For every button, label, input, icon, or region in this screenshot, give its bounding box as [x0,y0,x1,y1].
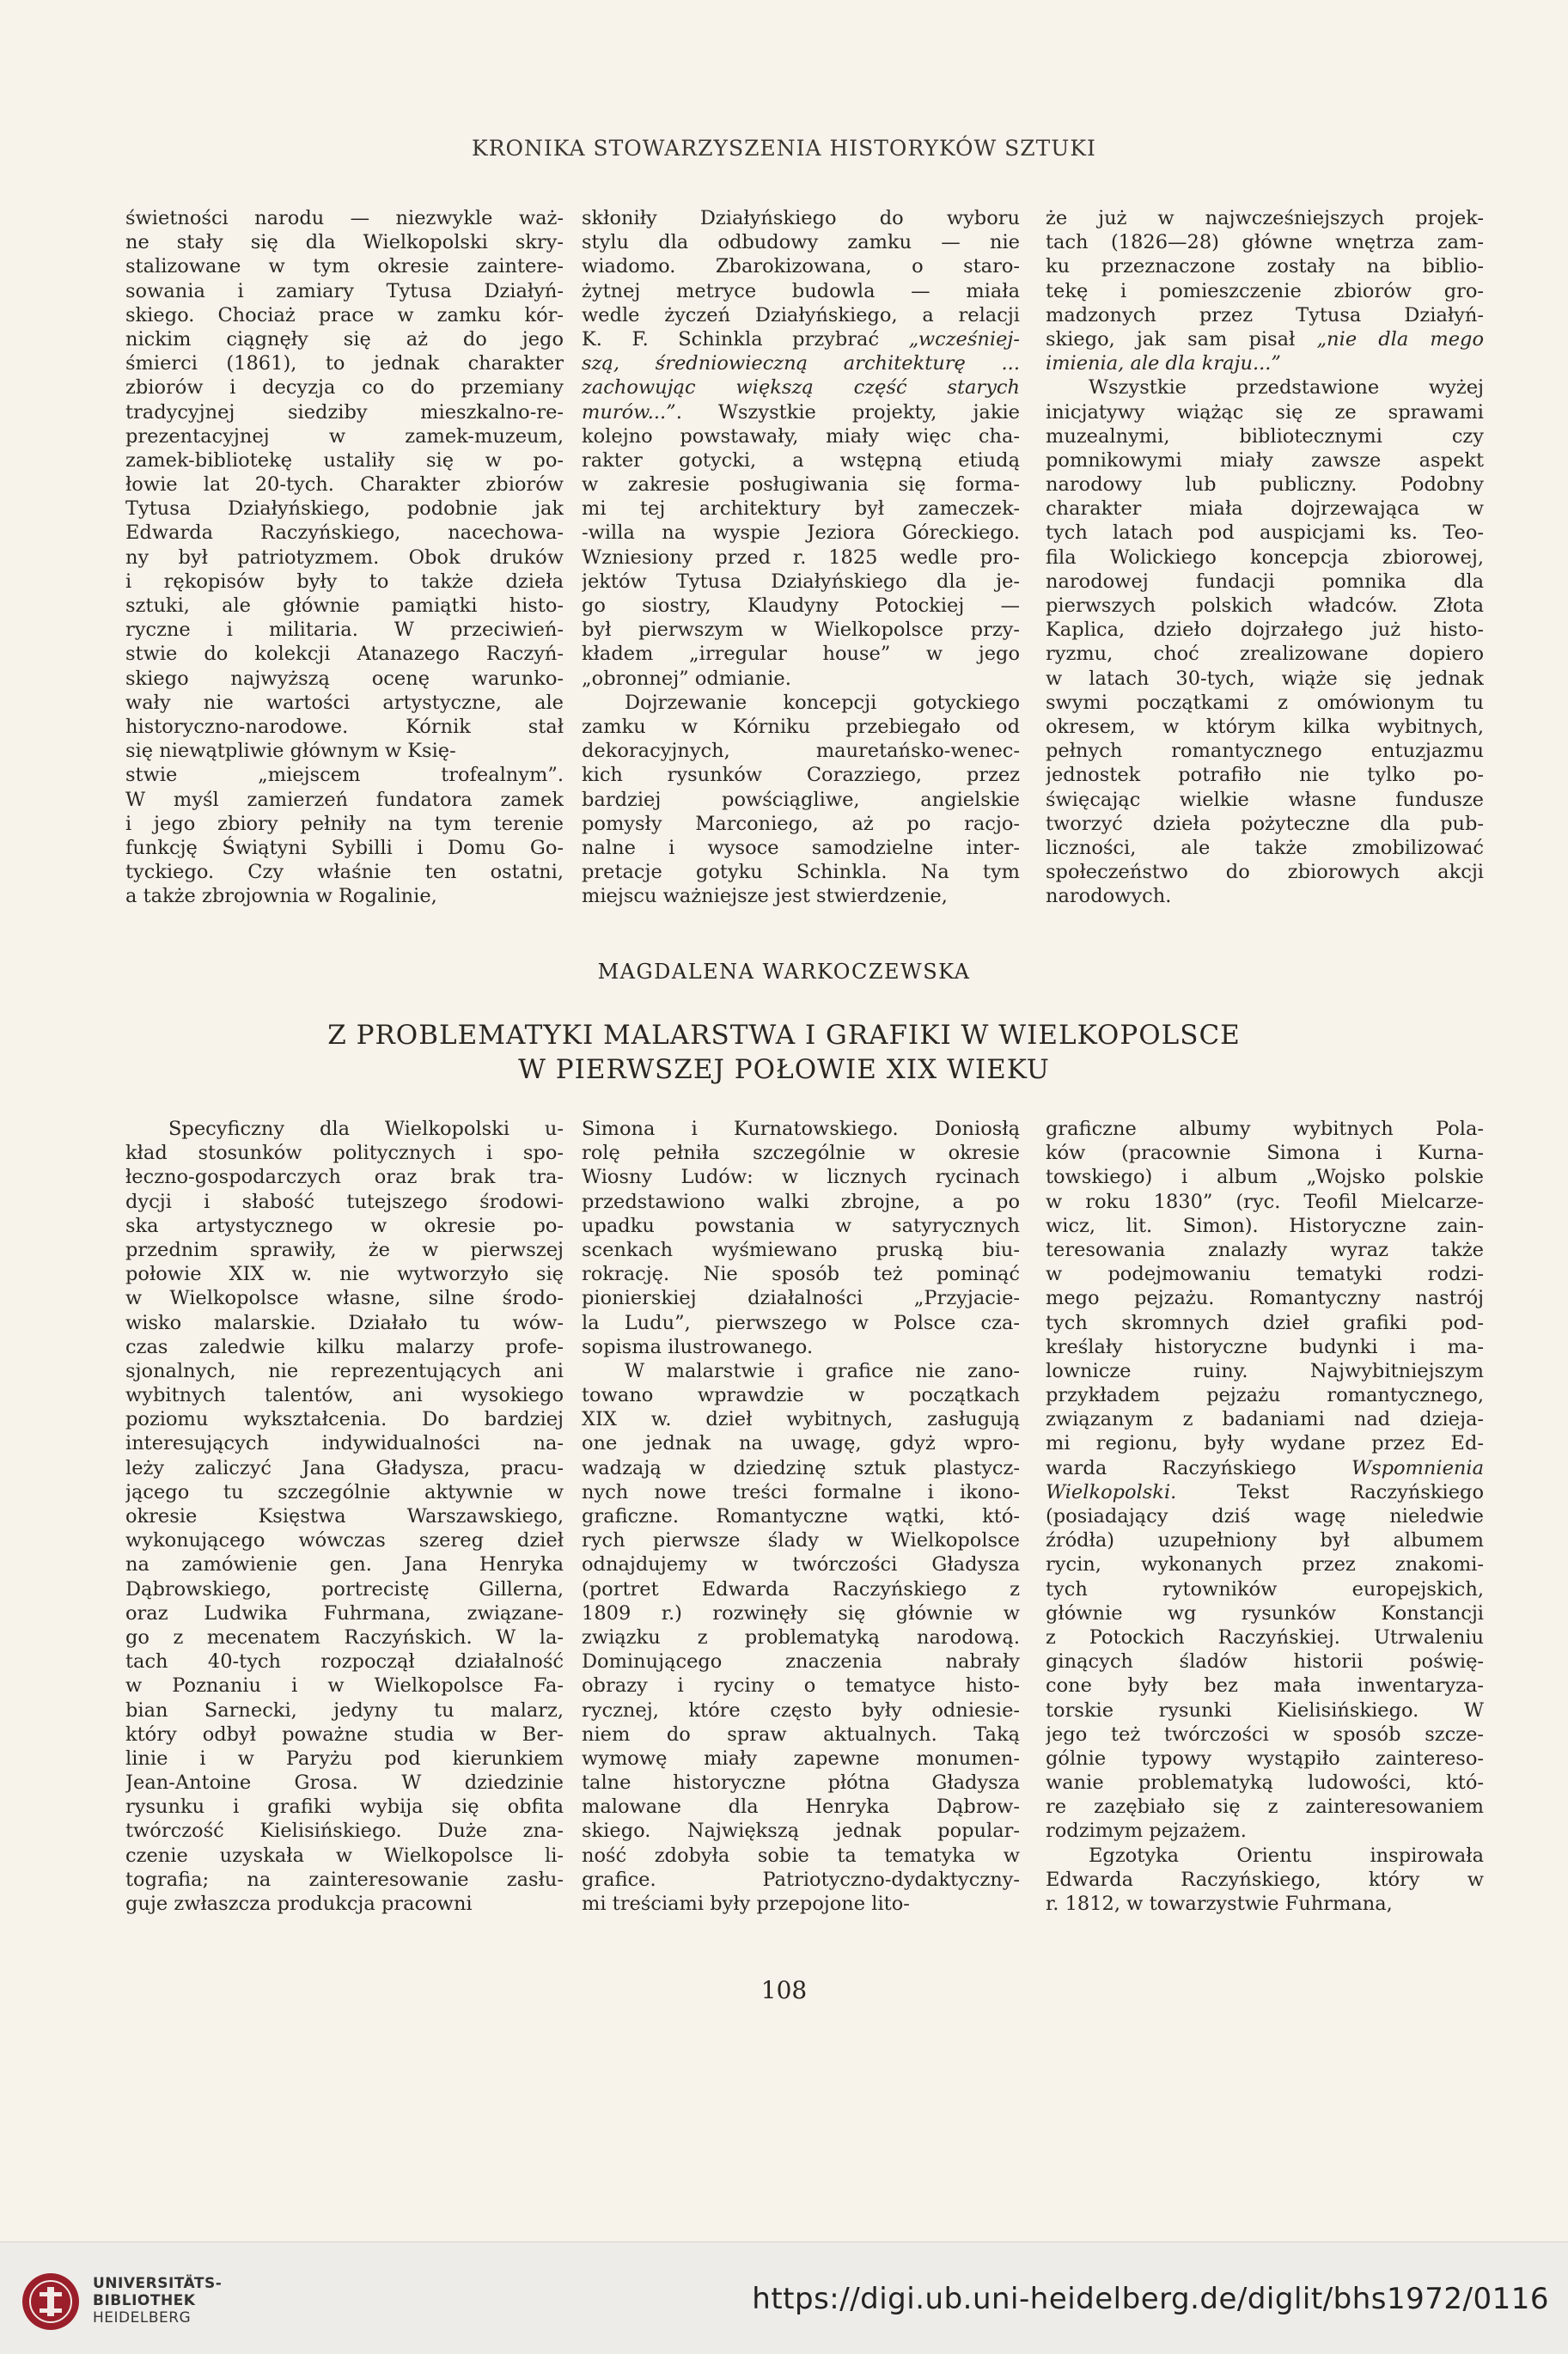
text-line: talne historyczne płótna Gładysza [582,1772,1020,1795]
text-line: narodowy lub publiczny. Podobny [1046,473,1484,497]
text-line: w Wielkopolsce własne, silne środo- [125,1287,564,1310]
text-line: r. 1812, w towarzystwie Fuhrmana, [1046,1893,1393,1915]
text-line: na zamówienie gen. Jana Henryka [125,1553,564,1576]
text-line: Specyficzny dla Wielkopolski u- [168,1118,564,1140]
text-line: bian Sarnecki, jedyny tu malarz, [125,1698,564,1722]
text-line: (posiadający dziś wagę nieledwie [1046,1505,1484,1528]
text-line: Dominującego znaczenia nabrały [582,1650,1020,1674]
text-line: „obronnej” odmianie. [582,667,791,690]
text-line: tworzyć dzieła pożyteczne dla pub- [1046,812,1484,835]
text-line: pomnikowymi miały zawsze aspekt [1046,448,1484,472]
text-line: tych skromnych dzieł grafiki pod- [1046,1311,1484,1334]
text-line: Dojrzewanie koncepcji gotyckiego [625,691,1020,714]
text-line: wanie problematyką ludowości, któ- [1046,1772,1484,1795]
text-line: mi treściami były przepojone lito- [582,1893,910,1915]
text-line: muzealnymi, bibliotecznymi czy [1046,424,1484,448]
text-line: stwie „miejscem trofealnym”. [125,764,564,787]
text-line: liczności, ale także zmobilizować [1046,836,1484,859]
text-line: w latach 30-tych, wiąże się jednak [1046,667,1484,690]
text-line: rakter gotycki, a wstępną etiudą [582,448,1020,472]
text-line: oraz Ludwika Fuhrmana, związane- [125,1601,564,1625]
text-line: łowie lat 20-tych. Charakter zbiorów [125,473,564,497]
text-line: rysunku i grafiki wybija się obfita [125,1796,564,1819]
text-line: tych latach pod auspicjami ks. Teo- [1046,521,1484,545]
text-line: czas zaledwie kilku malarzy profe- [125,1335,564,1358]
text-line: a także zbrojownia w Rogalinie, [125,885,437,908]
text-line: tradycyjnej siedziby mieszkalno-re- [125,400,564,424]
text-line: pomysły Marconiego, aż po racjo- [582,812,1020,835]
top-column-3 [1046,206,1484,908]
text-line: święcając wielkie własne fundusze [1046,788,1484,811]
text-line: XIX w. dzieł wybitnych, zasługują [582,1408,1020,1431]
text-line: związanym z badaniami nad dzieja- [1046,1408,1484,1431]
text-line: Wzniesiony przed r. 1825 wedle pro- [582,546,1020,569]
text-line: jego też twórczości w sposób szcze- [1046,1723,1484,1746]
text-line: mi tej architektury był zameczek- [582,497,1020,521]
text-line: w zakresie posługiwania się forma- [582,473,1020,497]
text-line: interesujących indywidualności na- [125,1432,564,1455]
text-line: prezentacyjnej w zamek-muzeum, [125,424,564,448]
text-line: funkcję Świątyni Sybilli i Domu Go- [125,836,564,859]
text-line: Wszystkie przedstawione wyżej [1089,376,1484,399]
text-line: Jean-Antoine Grosa. W dziedzinie [125,1772,564,1795]
text-line: zachowując większą część starych [582,376,1020,399]
text-line: (portret Edwarda Raczyńskiego z [582,1577,1020,1601]
text-line: skiego. Największą jednak popular- [582,1820,1020,1843]
text-line: ku przeznaczone zostały na biblio- [1046,255,1484,278]
text-line: 1809 r.) rozwinęły się głównie w [582,1601,1020,1625]
text-line: ków (pracownie Simona i Kurna- [1046,1142,1484,1165]
text-line: łeczno-gospodarczych oraz brak tra- [125,1166,564,1189]
text-line: przednim sprawiły, że w pierwszej [125,1238,564,1261]
text-line: rych pierwsze ślady w Wielkopolsce [582,1529,1020,1552]
text-line: niem do spraw aktualnych. Taką [582,1723,1020,1746]
logo-line-1: UNIVERSITÄTS- [93,2275,223,2292]
text-line: przedstawiono walki zbrojne, a po [582,1190,1020,1213]
text-line: Tytusa Działyńskiego, podobnie jak [125,497,564,521]
text-line: dycji i słabość tutejszego środowi- [125,1190,564,1213]
top-column-2 [582,206,1020,908]
text-line: z Potockich Raczyńskiej. Utrwaleniu [1046,1625,1484,1649]
text-line: Wielkopolski. Tekst Raczyńskiego [1046,1480,1484,1503]
text-line: pierwszych polskich władców. Złota [1046,595,1484,617]
text-line: go z mecenatem Raczyńskich. W la- [125,1625,564,1649]
text-line: teresowania znalazły wyraz także [1046,1238,1484,1261]
text-line: zamku w Kórniku przebiegało od [582,715,1020,738]
source-url-link[interactable]: https://digi.ub.uni-heidelberg.de/diglit/bhs1972/0116 [752,2282,1549,2316]
text-line: w podejmowaniu tematyki rodzi- [1046,1263,1484,1286]
text-line: świetności narodu — niezwykle waż- [125,207,564,229]
text-line: kładem „irregular house” w jego [582,643,1020,666]
text-line: był pierwszym w Wielkopolsce przy- [582,619,1020,642]
text-line: gólnie typowy wystąpiło zaintereso- [1046,1747,1484,1770]
text-line: przykładem pejzażu romantycznego, [1046,1384,1484,1407]
text-line: kich rysunków Corazziego, przez [582,764,1020,787]
page-number: 108 [760,1976,808,2004]
text-line: sowania i zamiary Tytusa Działyń- [125,279,564,302]
text-line: mi regionu, były wydane przez Ed- [1046,1432,1484,1455]
text-line: linie i w Paryżu pod kierunkiem [125,1747,564,1770]
text-line: tach (1826—28) główne wnętrza zam- [1046,231,1484,254]
text-line: narodowych. [1046,885,1172,908]
text-line: jącego tu szczególnie aktywnie w [125,1480,564,1503]
text-line: stylu dla odbudowy zamku — nie [582,231,1020,254]
text-line: towano wprawdzie w początkach [582,1384,1020,1407]
text-line: one jednak na uwagę, gdyż wpro- [582,1432,1020,1455]
text-line: wisko malarskie. Działało tu wów- [125,1311,564,1334]
text-line: ne stały się dla Wielkopolski skry- [125,231,564,254]
text-line: tych rytowników europejskich, [1046,1577,1484,1601]
text-line: nickim ciągnęły się aż do jego [125,327,564,351]
text-line: wały nie wartości artystyczne, ale [125,691,564,714]
text-line: historyczno-narodowe. Kórnik stał [125,715,564,738]
article-title-line-1: Z PROBLEMATYKI MALARSTWA I GRAFIKI W WIELKOPOLSCE [327,1020,1241,1051]
text-line: madzonych przez Tytusa Działyń- [1046,303,1484,326]
running-head: KRONIKA STOWARZYSZENIA HISTORYKÓW SZTUKI [472,136,1096,161]
text-line: Edwarda Raczyńskiego, który w [1046,1868,1484,1891]
text-line: w roku 1830” (ryc. Teofil Mielcarze- [1046,1190,1484,1213]
text-line: swymi początkami z omówionym tu [1046,691,1484,714]
text-line: ginących śladów historii poświę- [1046,1650,1484,1674]
logo-line-3: HEIDELBERG [93,2309,192,2327]
text-line: rodzimym pejzażem. [1046,1820,1247,1843]
article-author: MAGDALENA WARKOCZEWSKA [597,960,971,984]
text-line: la Ludu”, pierwszego w Polsce cza- [582,1311,1020,1334]
text-line: szą, średniowieczną architekturę ... [582,352,1020,375]
text-line: rycznej, które często były odniesie- [582,1698,1020,1722]
text-line: pionierskiej działalności „Przyjacie- [582,1287,1020,1310]
text-line: upadku powstania w satyrycznych [582,1214,1020,1237]
text-line: sopisma ilustrowanego. [582,1335,814,1358]
text-line: skiego najwyższą ocenę warunko- [125,667,564,690]
text-line: okresem, w którym kilka wybitnych, [1046,715,1484,738]
text-line: wykonującego wówczas szereg dzieł [125,1529,564,1552]
text-line: źródła) uzupełniony był albumem [1046,1529,1484,1552]
text-line: go siostry, Klaudyny Potockiej — [582,595,1020,617]
text-line: tyckiego. Czy właśnie ten ostatni, [125,861,564,884]
text-line: nalne i wysoce samodzielne inter- [582,836,1020,859]
top-column-1 [125,206,564,908]
university-library-seal-icon [21,2272,81,2332]
text-line: skiego. Chociaż prace w zamku kór- [125,303,564,326]
text-line: Kaplica, dzieło dojrzałego już histo- [1046,619,1484,642]
digitization-footer [0,2241,1568,2354]
text-line: torskie rysunki Kielisińskiego. W [1046,1698,1484,1722]
text-line: jednostek potrafiło nie tylko po- [1046,764,1484,787]
text-line: fila Wolickiego koncepcja zbiorowej, [1046,546,1484,569]
text-line: rolę pełniła szczególnie w okresie [582,1142,1020,1165]
text-line: Edwarda Raczyńskiego, nacechowa- [125,521,564,545]
text-line: graficzne. Romantyczne wątki, któ- [582,1505,1020,1528]
text-line: i rękopisów były to także dzieła [125,570,564,593]
text-line: charakter miała dojrzewająca w [1046,497,1484,521]
text-line: bardziej powściągliwe, angielskie [582,788,1020,811]
text-line: Dąbrowskiego, portrecistę Gillerna, [125,1577,564,1601]
text-line: leży zaliczyć Jana Gładysza, pracu- [125,1456,564,1479]
text-line: ny był patriotyzmem. Obok druków [125,546,564,569]
text-line: i jego zbiory pełniły na tym terenie [125,812,564,835]
text-line: malowane dla Henryka Dąbrow- [582,1796,1020,1819]
text-line: obrazy i ryciny o tematyce histo- [582,1674,1020,1698]
text-line: połowie XIX w. nie wytworzyło się [125,1263,564,1286]
text-line: sjonalnych, nie reprezentujących ani [125,1359,564,1382]
article-column-3 [1046,1117,1484,1916]
text-line: że już w najwcześniejszych projek- [1046,207,1484,229]
text-line: społeczeństwo do zbiorowych akcji [1046,861,1484,884]
text-line: ryczne i militaria. W przeciwień- [125,619,564,642]
text-line: murów...”. Wszystkie projekty, jakie [582,400,1020,424]
library-logo-text [93,2275,222,2327]
article-column-2 [582,1117,1020,1916]
article-title [0,1018,1568,1087]
text-line: -willa na wyspie Jeziora Góreckiego. [582,521,1020,545]
text-line: dekoracyjnych, mauretańsko-wenec- [582,740,1020,763]
text-line: K. F. Schinkla przybrać „wcześniej- [582,327,1020,351]
text-line: wiadomo. Zbarokizowana, o staro- [582,255,1020,278]
text-line: ryzmu, choć zrealizowane dopiero [1046,643,1484,666]
text-line: Wiosny Ludów: w licznych rycinach [582,1166,1020,1189]
text-line: wicz, lit. Simon). Historyczne zain- [1046,1214,1484,1237]
text-line: stwie do kolekcji Atanazego Raczyń- [125,643,564,666]
text-line: mego pejzażu. Romantyczny nastrój [1046,1287,1484,1310]
text-line: kreślały historyczne budynki i ma- [1046,1335,1484,1358]
text-line: inicjatywy wiążąc się ze sprawami [1046,400,1484,424]
text-line: który odbył poważne studia w Ber- [125,1723,564,1746]
text-line: imienia, ale dla kraju...” [1046,352,1281,375]
text-line: ność zdobyła sobie ta tematyka w [582,1844,1020,1867]
text-line: śmierci (1861), to jednak charakter [125,352,564,375]
text-line: poziomu wykształcenia. Do bardziej [125,1408,564,1431]
text-line: re zazębiało się z zainteresowaniem [1046,1796,1484,1819]
text-line: pretacje gotyku Schinkla. Na tym [582,861,1020,884]
text-line: stalizowane w tym okresie zaintere- [125,255,564,278]
text-line: cone były bez mała inwentaryza- [1046,1674,1484,1698]
text-line: Egzotyka Orientu inspirowała [1089,1844,1484,1867]
text-line: związku z problematyką narodową. [582,1625,1020,1649]
text-line: skiego, jak sam pisał „nie dla mego [1046,327,1484,351]
text-line: odnajdujemy w twórczości Gładysza [582,1553,1020,1576]
text-line: nych nowe treści formalne i ikono- [582,1480,1020,1503]
text-line: wymowę miały zapewne monumen- [582,1747,1020,1770]
text-line: W myśl zamierzeń fundatora zamek [125,788,564,811]
text-line: wedle życzeń Działyńskiego, a relacji [582,303,1020,326]
article-title-line-2: W PIERWSZEJ POŁOWIE XIX WIEKU [518,1054,1050,1085]
text-line: guje zwłaszcza produkcja pracowni [125,1893,473,1915]
text-line: wadzają w dziedzinę sztuk plastycz- [582,1456,1020,1479]
text-line: kład stosunków politycznych i spo- [125,1142,564,1165]
text-line: kolejno powstawały, miały więc cha- [582,424,1020,448]
text-line: rycin, wykonanych przez znakomi- [1046,1553,1484,1576]
text-line: tekę i pomieszczenie zbiorów gro- [1046,279,1484,302]
text-line: lownicze ruiny. Najwybitniejszym [1046,1359,1484,1382]
text-line: zamek-bibliotekę ustaliły się w po- [125,448,564,472]
text-line: Simona i Kurnatowskiego. Doniosłą [582,1118,1020,1140]
text-line: czenie uzyskała w Wielkopolsce li- [125,1844,564,1867]
text-line: warda Raczyńskiego Wspomnienia [1046,1456,1484,1479]
article-column-1 [125,1117,564,1916]
text-line: towskiego) i album „Wojsko polskie [1046,1166,1484,1189]
text-line: ska artystycznego w okresie po- [125,1214,564,1237]
text-line: sztuki, ale głównie pamiątki histo- [125,595,564,617]
text-line: W malarstwie i grafice nie zano- [625,1359,1020,1382]
text-line: się niewątpliwie głównym w Księ- [125,740,456,763]
text-line: miejscu ważniejsze jest stwierdzenie, [582,885,948,908]
logo-line-2: BIBLIOTHEK [93,2292,196,2309]
text-line: twórczość Kielisińskiego. Duże zna- [125,1820,564,1843]
text-line: tografia; na zainteresowanie zasłu- [125,1868,564,1891]
text-line: żytnej metryce budowla — miała [582,279,1020,302]
text-line: scenkach wyśmiewano pruską biu- [582,1238,1020,1261]
text-line: w Poznaniu i w Wielkopolsce Fa- [125,1674,564,1698]
text-line: zbiorów i decyzja co do przemiany [125,376,564,399]
text-line: narodowej fundacji pomnika dla [1046,570,1484,593]
text-line: głównie wg rysunków Konstancji [1046,1601,1484,1625]
text-line: jektów Tytusa Działyńskiego dla je- [582,570,1020,593]
text-line: grafice. Patriotyczno-dydaktyczny- [582,1868,1020,1891]
text-line: wybitnych talentów, ani wysokiego [125,1384,564,1407]
text-line: okresie Księstwa Warszawskiego, [125,1505,564,1528]
text-line: skłoniły Działyńskiego do wyboru [582,207,1020,229]
text-line: pełnych romantycznego entuzjazmu [1046,740,1484,763]
text-line: rokrację. Nie sposób też pominąć [582,1263,1020,1286]
text-line: tach 40-tych rozpoczął działalność [125,1650,564,1674]
text-line: graficzne albumy wybitnych Pola- [1046,1118,1484,1140]
